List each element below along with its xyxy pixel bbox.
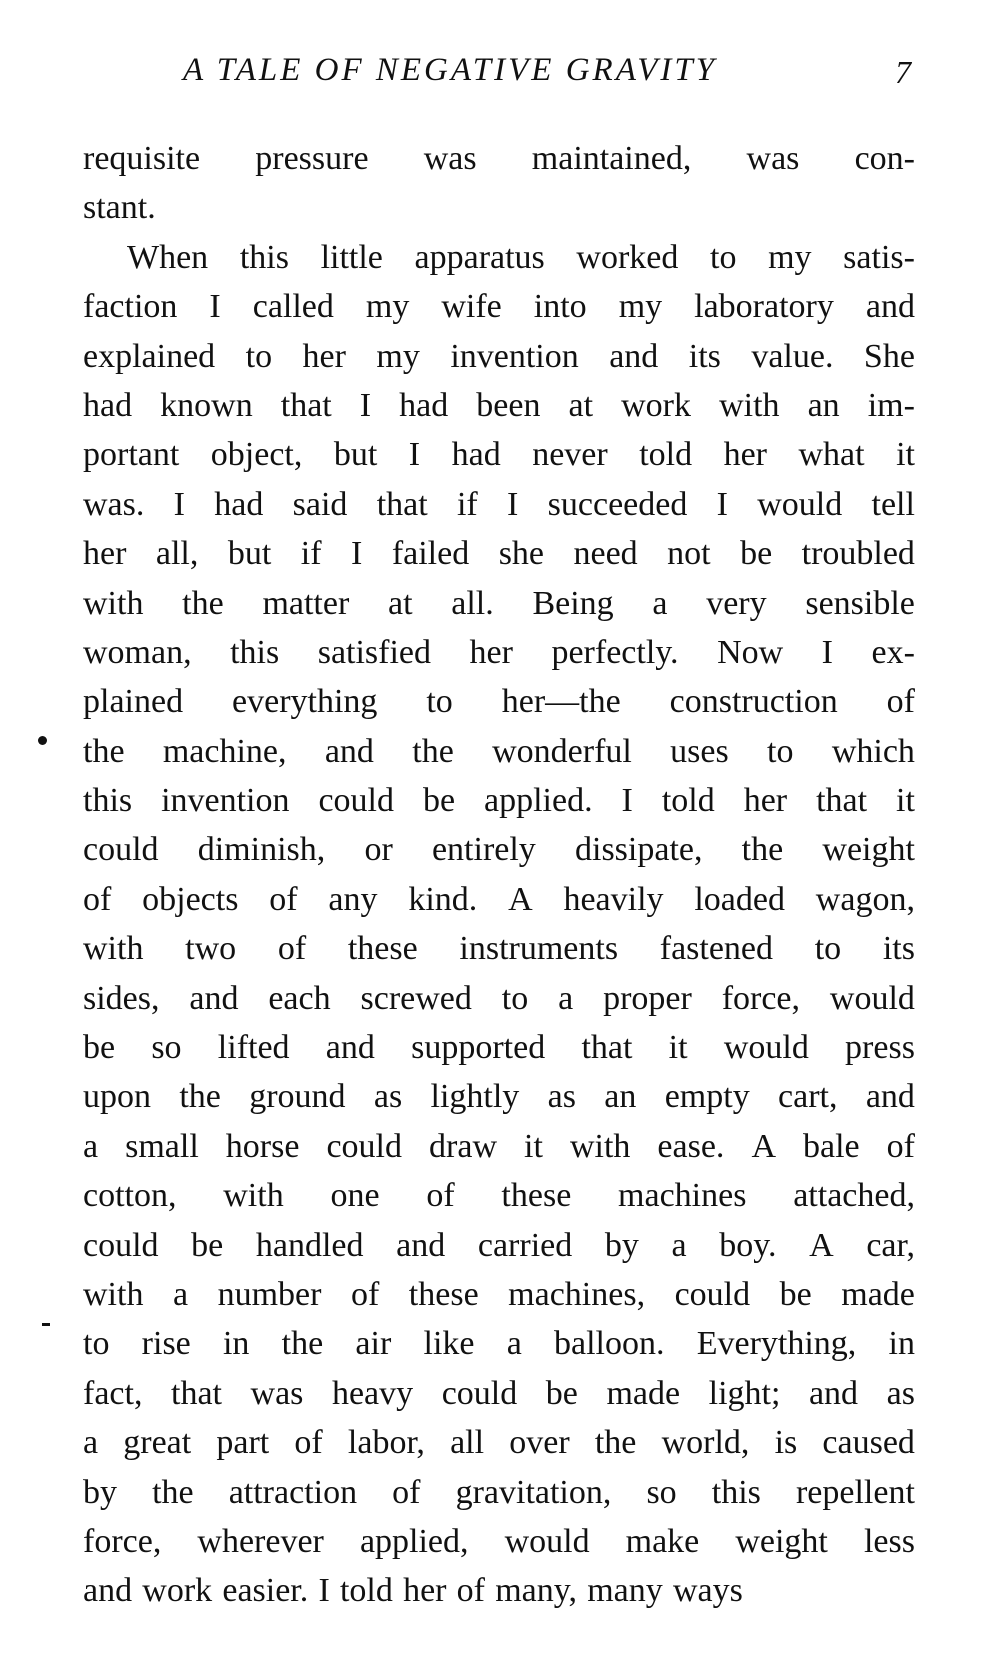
word: and <box>609 337 659 375</box>
word: to <box>767 732 794 770</box>
word: my <box>365 288 410 326</box>
text-line <box>83 529 915 578</box>
word: said <box>292 485 348 523</box>
text-line <box>83 1221 915 1270</box>
word: made <box>841 1275 915 1313</box>
word: never <box>532 436 608 474</box>
word: many <box>587 1572 663 1610</box>
word: handled <box>255 1226 364 1264</box>
word: in <box>888 1325 915 1363</box>
word: had <box>83 386 133 424</box>
word: its <box>882 930 915 968</box>
text-line <box>83 1023 915 1072</box>
word: the <box>281 1325 324 1363</box>
word: and <box>808 1374 859 1412</box>
word: I <box>359 386 372 424</box>
word: would <box>504 1522 590 1560</box>
word: A <box>809 1226 834 1264</box>
word: but <box>333 436 378 474</box>
word: a <box>558 979 574 1017</box>
word: of <box>277 930 307 968</box>
word: by <box>604 1226 639 1264</box>
word: had <box>451 436 501 474</box>
text-line <box>83 381 915 430</box>
word: world, <box>661 1424 750 1462</box>
word: stant. <box>83 189 156 227</box>
word: repellent <box>795 1473 915 1511</box>
word: with <box>223 1177 284 1215</box>
word: force, <box>83 1522 162 1560</box>
word: her <box>743 782 788 820</box>
word: draw <box>429 1127 497 1165</box>
word: to <box>814 930 842 968</box>
word: been <box>476 386 541 424</box>
word: that <box>280 386 332 424</box>
word: labor, <box>347 1424 425 1462</box>
word: tell <box>871 485 915 523</box>
word: as <box>547 1078 576 1116</box>
word: her <box>469 633 513 671</box>
word: easier. <box>222 1572 309 1610</box>
word: all <box>450 1424 485 1462</box>
word: if <box>456 485 478 523</box>
word: of <box>294 1424 323 1462</box>
word: my <box>376 337 420 375</box>
word: fastened <box>659 930 774 968</box>
word: by <box>83 1473 117 1511</box>
word: the <box>741 831 784 869</box>
word: be <box>740 535 773 573</box>
word: heavy <box>331 1374 414 1412</box>
word: upon <box>83 1078 151 1116</box>
word: this <box>230 633 280 671</box>
word: called <box>252 288 334 326</box>
word: and <box>396 1226 446 1264</box>
word: and <box>324 732 374 770</box>
word: be <box>83 1029 116 1067</box>
word: apparatus <box>414 238 545 276</box>
word: satis- <box>843 238 915 276</box>
word: objects <box>142 880 239 918</box>
word: was <box>423 140 477 177</box>
word: Now <box>717 633 784 671</box>
word: to <box>83 1325 110 1363</box>
word: I <box>621 782 633 820</box>
word: a <box>506 1325 522 1363</box>
word: sides, <box>83 979 160 1017</box>
word: the <box>182 584 224 622</box>
word: it <box>668 1029 688 1067</box>
word: screwed <box>360 979 472 1017</box>
text-line <box>83 332 915 381</box>
word: maintained, <box>531 140 692 177</box>
word: her <box>403 1572 447 1610</box>
word: light; <box>708 1374 781 1412</box>
text-line <box>83 628 915 677</box>
word: I <box>318 1572 330 1610</box>
word: wherever <box>197 1522 324 1560</box>
word: need <box>573 535 638 573</box>
word: entirely <box>431 831 536 869</box>
word: ways <box>672 1572 743 1610</box>
word: Being <box>532 584 614 622</box>
word: caused <box>822 1424 915 1462</box>
word: and <box>325 1029 375 1067</box>
word: a <box>671 1226 687 1264</box>
text-line <box>83 1270 915 1319</box>
word: that <box>581 1029 633 1067</box>
word: instruments <box>459 930 619 968</box>
word: I <box>821 633 833 671</box>
word: matter <box>262 584 350 622</box>
word: diminish, <box>197 831 326 869</box>
word: could <box>83 831 159 869</box>
word: it <box>896 782 915 820</box>
page-number: 7 <box>895 54 911 90</box>
text-line <box>83 1171 915 1220</box>
word: many, <box>495 1572 578 1610</box>
word: the <box>412 732 454 770</box>
word: the <box>152 1473 194 1511</box>
word: a <box>83 1127 99 1165</box>
word: could <box>441 1374 518 1412</box>
word: sensible <box>805 584 915 622</box>
word: I <box>173 485 185 523</box>
word: could <box>326 1127 403 1165</box>
word: bale <box>803 1127 860 1165</box>
text-line <box>83 1319 915 1368</box>
word: over <box>509 1424 570 1462</box>
running-head <box>0 52 1000 92</box>
word: this <box>83 782 133 820</box>
word: machine, <box>162 732 287 770</box>
word: value. <box>751 337 834 375</box>
text-line <box>83 134 915 183</box>
word: to <box>426 683 453 721</box>
text-line <box>83 1517 915 1566</box>
word: to <box>710 238 737 276</box>
word: balloon. <box>554 1325 665 1363</box>
word: loaded <box>694 880 785 918</box>
word: be <box>191 1226 224 1264</box>
word: she <box>498 535 545 573</box>
word: not <box>667 535 711 573</box>
word: would <box>723 1029 809 1067</box>
word: and <box>865 288 915 326</box>
word: perfectly. <box>551 633 679 671</box>
word: I <box>209 288 221 326</box>
word: succeeded <box>547 485 688 523</box>
word: horse <box>225 1127 300 1165</box>
word: I <box>507 485 519 523</box>
text-line <box>83 480 915 529</box>
word: these <box>408 1275 479 1313</box>
word: When <box>127 238 209 276</box>
word: dissipate, <box>575 831 703 869</box>
word: A <box>751 1127 776 1165</box>
word: could <box>318 782 395 820</box>
word: laboratory <box>694 288 834 326</box>
word: and <box>189 979 239 1017</box>
word: as <box>373 1078 403 1116</box>
word: with <box>569 1127 631 1165</box>
word: all. <box>451 584 494 622</box>
word: told <box>639 436 693 474</box>
word: be <box>779 1275 812 1313</box>
word: which <box>831 732 915 770</box>
word: ease. <box>657 1127 725 1165</box>
word: rise <box>141 1325 191 1363</box>
word: worked <box>576 238 679 276</box>
word: boy. <box>719 1226 777 1264</box>
word: pressure <box>255 140 369 177</box>
word: like <box>423 1325 475 1363</box>
word: portant <box>83 436 180 474</box>
word: heavily <box>563 880 664 918</box>
word: this <box>711 1473 761 1511</box>
word: with <box>719 386 780 424</box>
text-line <box>83 1122 915 1171</box>
word: very <box>706 584 767 622</box>
word: applied. <box>484 782 593 820</box>
word: to <box>245 337 273 375</box>
word: with <box>83 930 144 968</box>
word: its <box>688 337 721 375</box>
word: could <box>83 1226 159 1264</box>
word: made <box>606 1374 681 1412</box>
word: carried <box>477 1226 573 1264</box>
word: number <box>217 1275 322 1313</box>
word: faction <box>83 288 178 326</box>
text-line <box>83 282 915 331</box>
word: of <box>83 880 112 918</box>
word: work <box>142 1572 213 1610</box>
word: car, <box>866 1226 915 1264</box>
word: satisfied <box>317 633 432 671</box>
word: be <box>545 1374 578 1412</box>
word: my <box>768 238 812 276</box>
text-line <box>83 183 915 232</box>
word: that <box>171 1374 222 1412</box>
word: uses <box>670 732 729 770</box>
word: a <box>172 1275 189 1313</box>
word: applied, <box>359 1522 469 1560</box>
word: could <box>674 1275 751 1313</box>
word: of <box>350 1275 380 1313</box>
word: is <box>774 1424 798 1462</box>
word: an <box>807 386 840 424</box>
text-line <box>83 579 915 628</box>
word: would <box>829 979 915 1017</box>
text-line <box>83 924 915 973</box>
word: so <box>151 1029 182 1067</box>
word: was <box>746 140 800 177</box>
text-line <box>83 677 915 726</box>
text-line <box>83 1566 915 1615</box>
word: force, <box>721 979 801 1017</box>
word: in <box>222 1325 250 1363</box>
word: everything <box>232 683 378 721</box>
word: these <box>501 1177 572 1215</box>
word: wonderful <box>492 732 632 770</box>
margin-dot-mark <box>38 736 47 745</box>
word: explained <box>83 337 216 375</box>
word: her <box>302 337 346 375</box>
text-line <box>83 825 915 874</box>
running-title: A TALE OF NEGATIVE GRAVITY <box>183 52 718 88</box>
word: I <box>408 436 421 474</box>
word: known <box>160 386 253 424</box>
word: but <box>227 535 272 573</box>
word: these <box>347 930 418 968</box>
word: I <box>351 535 363 573</box>
text-line <box>83 875 915 924</box>
word: part <box>216 1424 270 1462</box>
word: was. <box>83 485 145 523</box>
word: my <box>618 288 663 326</box>
word: a <box>652 584 668 622</box>
word: that <box>376 485 428 523</box>
word: press <box>845 1029 915 1067</box>
word: kind. <box>408 880 478 918</box>
word: work <box>621 386 692 424</box>
word: great <box>123 1424 192 1462</box>
word: lightly <box>430 1078 520 1116</box>
word: supported <box>411 1029 546 1067</box>
word: wagon, <box>815 880 915 918</box>
word: machines <box>618 1177 747 1215</box>
word: troubled <box>801 535 915 573</box>
word: of <box>392 1473 421 1511</box>
text-line <box>83 1418 915 1467</box>
word: and <box>83 1572 133 1610</box>
text-line <box>83 1369 915 1418</box>
word: the <box>179 1078 221 1116</box>
word: of <box>456 1572 485 1610</box>
word: an <box>604 1078 637 1116</box>
word: to <box>501 979 529 1017</box>
word: empty <box>664 1078 750 1116</box>
word: it <box>896 436 915 474</box>
word: told <box>661 782 715 820</box>
word: was <box>250 1374 304 1412</box>
word: as <box>886 1374 915 1412</box>
text-line <box>83 233 915 282</box>
word: She <box>863 337 915 375</box>
word: weight <box>735 1522 828 1560</box>
margin-dash-mark <box>42 1323 50 1326</box>
word: into <box>533 288 587 326</box>
word: so <box>646 1473 677 1511</box>
word: her—the <box>501 683 621 721</box>
word: Everything, <box>696 1325 857 1363</box>
word: of <box>886 683 915 721</box>
word: had <box>214 485 264 523</box>
word: failed <box>391 535 470 573</box>
word: attached, <box>793 1177 915 1215</box>
word: what <box>798 436 865 474</box>
word: any <box>328 880 378 918</box>
word: two <box>185 930 237 968</box>
word: I <box>716 485 728 523</box>
word: wife <box>441 288 502 326</box>
text-line <box>83 776 915 825</box>
word: at <box>388 584 413 622</box>
word: gravitation, <box>455 1473 612 1511</box>
word: A <box>508 880 533 918</box>
word: fact, <box>83 1374 143 1412</box>
word: or <box>364 831 393 869</box>
word: her <box>83 535 127 573</box>
word: ex- <box>871 633 915 671</box>
word: requisite <box>83 140 201 177</box>
word: with <box>83 584 144 622</box>
word: and <box>865 1078 915 1116</box>
text-line <box>83 430 915 479</box>
word: the <box>594 1424 637 1462</box>
word: had <box>399 386 449 424</box>
word: her <box>723 436 767 474</box>
word: at <box>568 386 594 424</box>
word: all, <box>155 535 199 573</box>
word: ground <box>249 1078 346 1116</box>
word: plained <box>83 683 184 721</box>
text-line <box>83 974 915 1023</box>
word: be <box>422 782 456 820</box>
word: one <box>330 1177 380 1215</box>
word: it <box>524 1127 543 1165</box>
word: of <box>426 1177 455 1215</box>
word: would <box>757 485 843 523</box>
word: told <box>339 1572 393 1610</box>
text-line <box>83 727 915 776</box>
body-text <box>83 134 915 1616</box>
word: attraction <box>228 1473 358 1511</box>
word: weight <box>822 831 915 869</box>
word: of <box>886 1127 915 1165</box>
word: machines, <box>508 1275 646 1313</box>
word: less <box>863 1522 915 1560</box>
word: of <box>269 880 298 918</box>
word: construction <box>669 683 838 721</box>
word: if <box>300 535 322 573</box>
word: im- <box>867 386 915 424</box>
word: cart, <box>778 1078 838 1116</box>
word: the <box>83 732 125 770</box>
text-line <box>83 1072 915 1121</box>
word: con- <box>854 140 915 177</box>
word: invention <box>161 782 290 820</box>
word: air <box>355 1325 392 1363</box>
word: little <box>320 238 383 276</box>
word: each <box>268 979 331 1017</box>
word: this <box>239 238 289 276</box>
word: object, <box>210 436 303 474</box>
word: with <box>83 1275 144 1313</box>
word: woman, <box>83 633 192 671</box>
word: a <box>83 1424 99 1462</box>
word: lifted <box>217 1029 290 1067</box>
text-line <box>83 1468 915 1517</box>
word: proper <box>603 979 692 1017</box>
word: that <box>816 782 868 820</box>
word: make <box>625 1522 700 1560</box>
word: invention <box>450 337 579 375</box>
word: cotton, <box>83 1177 177 1215</box>
word: small <box>125 1127 199 1165</box>
